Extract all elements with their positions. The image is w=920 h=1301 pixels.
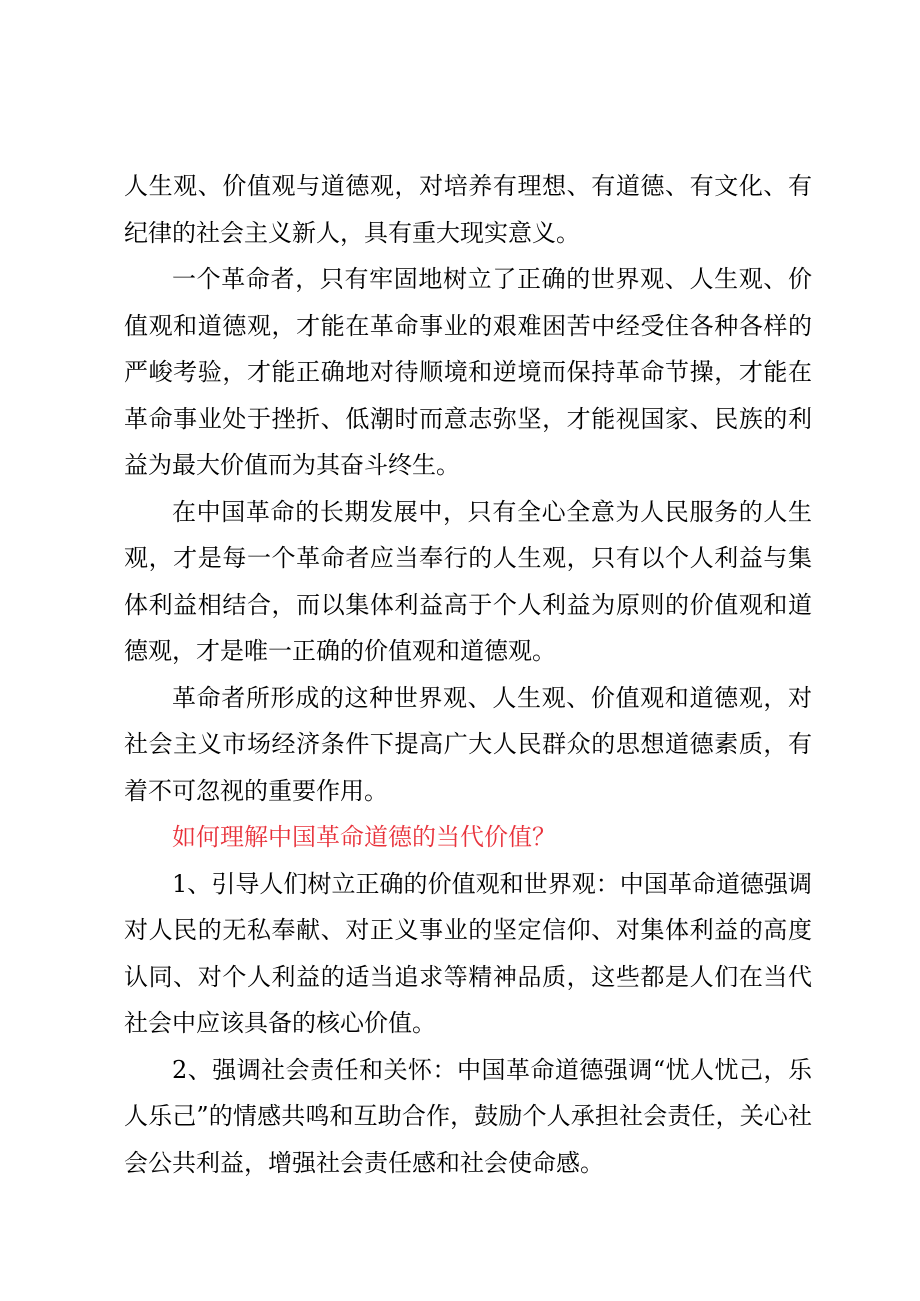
list-item-2: 2、强调社会责任和关怀：中国革命道德强调“忧人忧己，乐人乐己”的情感共鸣和互助合作，鼓励个人承担社会责任，关心社会公共利益，增强社会责任感和社会使命感。 (124, 1055, 812, 1177)
paragraph-revolutionary-worldview: 一个革命者，只有牢固地树立了正确的世界观、人生观、价值观和道德观，才能在革命事业的艰难困苦中经受住各种各样的严峻考验，才能正确地对待顺境和逆境而保持革命节操，才能在革命事业处于挫折、低潮时而意志弥坚，才能视国家、民族的利益为最大价值而为其奋斗终生。 (124, 265, 812, 479)
paragraph-long-term-development: 在中国革命的长期发展中，只有全心全意为人民服务的人生观，才是每一个革命者应当奉行的人生观，只有以个人利益与集体利益相结合，而以集体利益高于个人利益为原则的价值观和道德观，才是唯一正确的价值观和道德观。 (124, 497, 812, 665)
paragraph-important-role: 革命者所形成的这种世界观、人生观、价值观和道德观，对社会主义市场经济条件下提高广大人民群众的思想道德素质，有着不可忽视的重要作用。 (124, 683, 812, 805)
document-body (124, 163, 812, 1186)
list-item-1: 1、引导人们树立正确的价值观和世界观：中国革命道德强调对人民的无私奉献、对正义事业的坚定信仰、对集体利益的高度认同、对个人利益的适当追求等精神品质，这些都是人们在当代社会中应该具备的核心价值。 (124, 869, 812, 1037)
section-heading-contemporary-value: 如何理解中国革命道德的当代价值？ (172, 823, 556, 851)
paragraph-continuation: 人生观、价值观与道德观，对培养有理想、有道德、有文化、有纪律的社会主义新人，具有重大现实意义。 (124, 172, 812, 247)
